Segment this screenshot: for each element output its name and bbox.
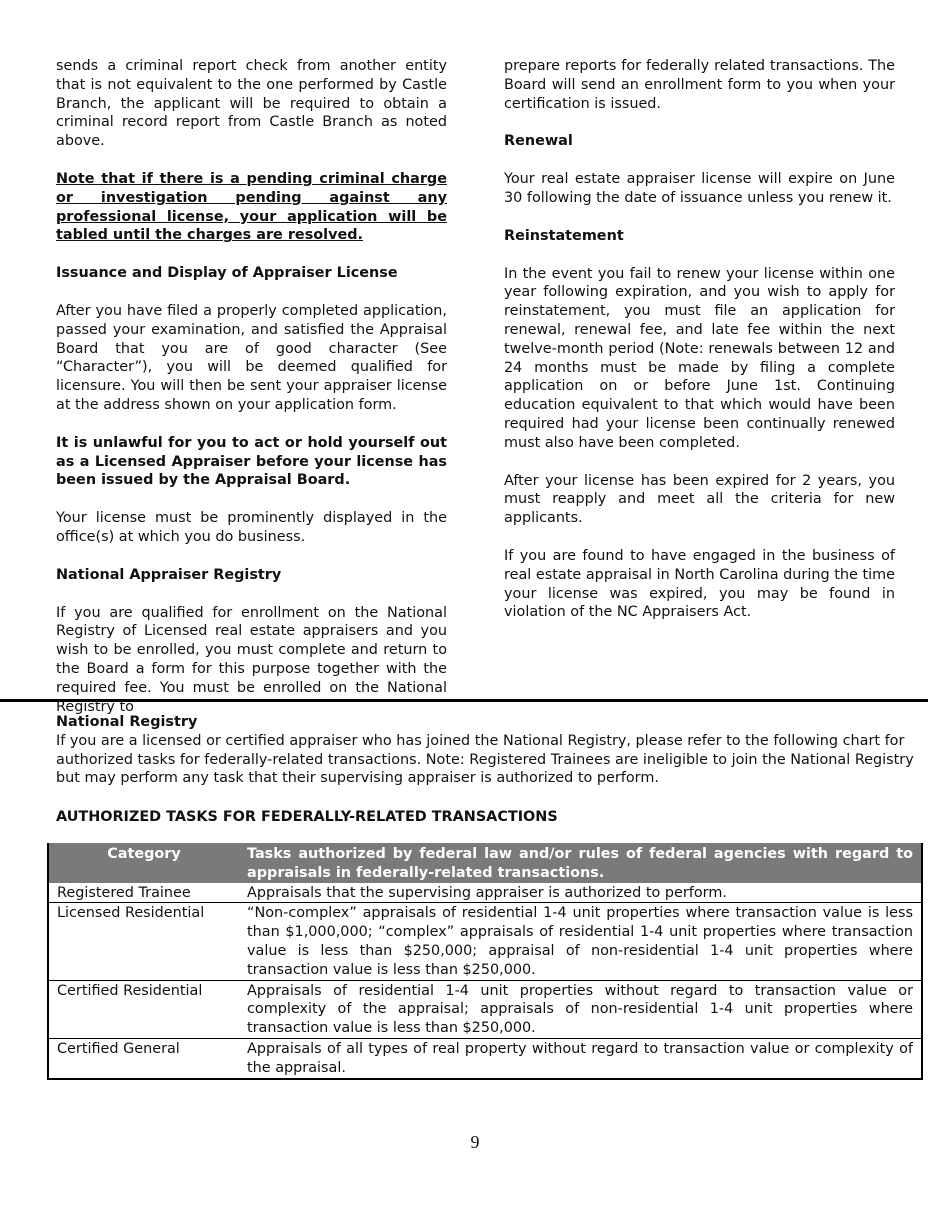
- reinstatement-heading: Reinstatement: [504, 227, 624, 244]
- header-tasks: Tasks authorized by federal law and/or rules of federal agencies with regard to appraisals in federally-related transactions.: [239, 843, 922, 883]
- header-category: Category: [48, 843, 239, 883]
- issuance-paragraph: After you have filed a properly completed application, passed your examination, and satisfied the Appraisal Board that you are of good character (See “Character”), you will be deemed qualified for licensure. You will then be sent your appraiser license at the address shown on your application form.: [56, 302, 447, 413]
- row-tasks: “Non-complex” appraisals of residential 1-4 unit properties where transaction value is less than $1,000,000; “complex” appraisals of residential 1-4 unit properties where transaction value is less than $250,000; appraisal of non-residential 1-4 unit properties where transaction value is less than $250,000.: [239, 903, 922, 980]
- issuance-heading: Issuance and Display of Appraiser License: [56, 265, 398, 282]
- left-column: [56, 57, 447, 735]
- intro-paragraph: sends a criminal report check from another entity that is not equivalent to the one performed by Castle Branch, the applicant will be required to obtain a criminal record report from Castle Branch as noted above.: [56, 58, 447, 150]
- renewal-heading: Renewal: [504, 133, 573, 150]
- expired-paragraph: After your license has been expired for 2 years, you must reapply and meet all the criteria for new applicants.: [504, 472, 895, 527]
- registry-paragraph: If you are qualified for enrollment on the National Registry of Licensed real estate appraisers and you wish to be enrolled, you must complete and return to the Board a form for this purpose together with the required fee. You must be enrolled on the National Registry to: [56, 604, 447, 715]
- row-tasks: Appraisals of residential 1-4 unit properties without regard to transaction value or complexity of the appraisal; appraisals of non-residential 1-4 unit properties where transaction value is less than $250,000.: [239, 980, 922, 1038]
- national-registry-heading: National Registry: [56, 714, 198, 730]
- reinstatement-paragraph: In the event you fail to renew your license within one year following expiration, and you wish to apply for reinstatement, you must file an application for renewal, renewal fee, and late fee within the next twelve-month period (Note: renewals between 12 and 24 months must be made by filing a complete application on or before June 1st. Continuing education equivalent to that which would have been required had your license been continually renewed must also have been completed.: [504, 265, 895, 451]
- table-title: AUTHORIZED TASKS FOR FEDERALLY-RELATED TRANSACTIONS: [56, 809, 558, 825]
- table-row: [48, 1038, 922, 1078]
- national-registry-text: If you are a licensed or certified appraiser who has joined the National Registry, please refer to the following chart for authorized tasks for federally-related transactions. Note: Registered Trainees are ineligible to join the National Registry but may perform any task that their supervising appraiser is authorized to perform.: [56, 732, 914, 787]
- renewal-paragraph: Your real estate appraiser license will expire on June 30 following the date of issuance unless you renew it.: [504, 171, 895, 206]
- unlawful-warning: It is unlawful for you to act or hold yourself out as a Licensed Appraiser before your license has been issued by the Appraisal Board.: [56, 434, 447, 489]
- display-paragraph: Your license must be prominently displayed in the office(s) at which you do business.: [56, 510, 447, 545]
- table-header-row: [48, 843, 922, 883]
- table-row: [48, 980, 922, 1038]
- row-category: Licensed Residential: [48, 903, 239, 980]
- registry-heading: National Appraiser Registry: [56, 566, 282, 583]
- right-column: [504, 57, 895, 641]
- table-row: [48, 883, 922, 903]
- row-category: Registered Trainee: [48, 883, 239, 903]
- authorized-tasks-table: [47, 843, 923, 1080]
- row-tasks: Appraisals of all types of real property without regard to transaction value or complexity of the appraisal.: [239, 1038, 922, 1078]
- continuation-paragraph: prepare reports for federally related transactions. The Board will send an enrollment form to you when your certification is issued.: [504, 58, 895, 112]
- section-divider: [0, 699, 928, 702]
- table-row: [48, 903, 922, 980]
- page-number: 9: [470, 1132, 480, 1152]
- pending-charge-note: Note that if there is a pending criminal charge or investigation pending against any professional license, your application will be tabled until the charges are resolved.: [56, 170, 447, 244]
- national-registry-section: [56, 713, 916, 788]
- violation-paragraph: If you are found to have engaged in the business of real estate appraisal in North Carolina during the time your license was expired, you may be found in violation of the NC Appraisers Act.: [504, 547, 895, 621]
- row-category: Certified Residential: [48, 980, 239, 1038]
- row-tasks: Appraisals that the supervising appraiser is authorized to perform.: [239, 883, 922, 903]
- row-category: Certified General: [48, 1038, 239, 1078]
